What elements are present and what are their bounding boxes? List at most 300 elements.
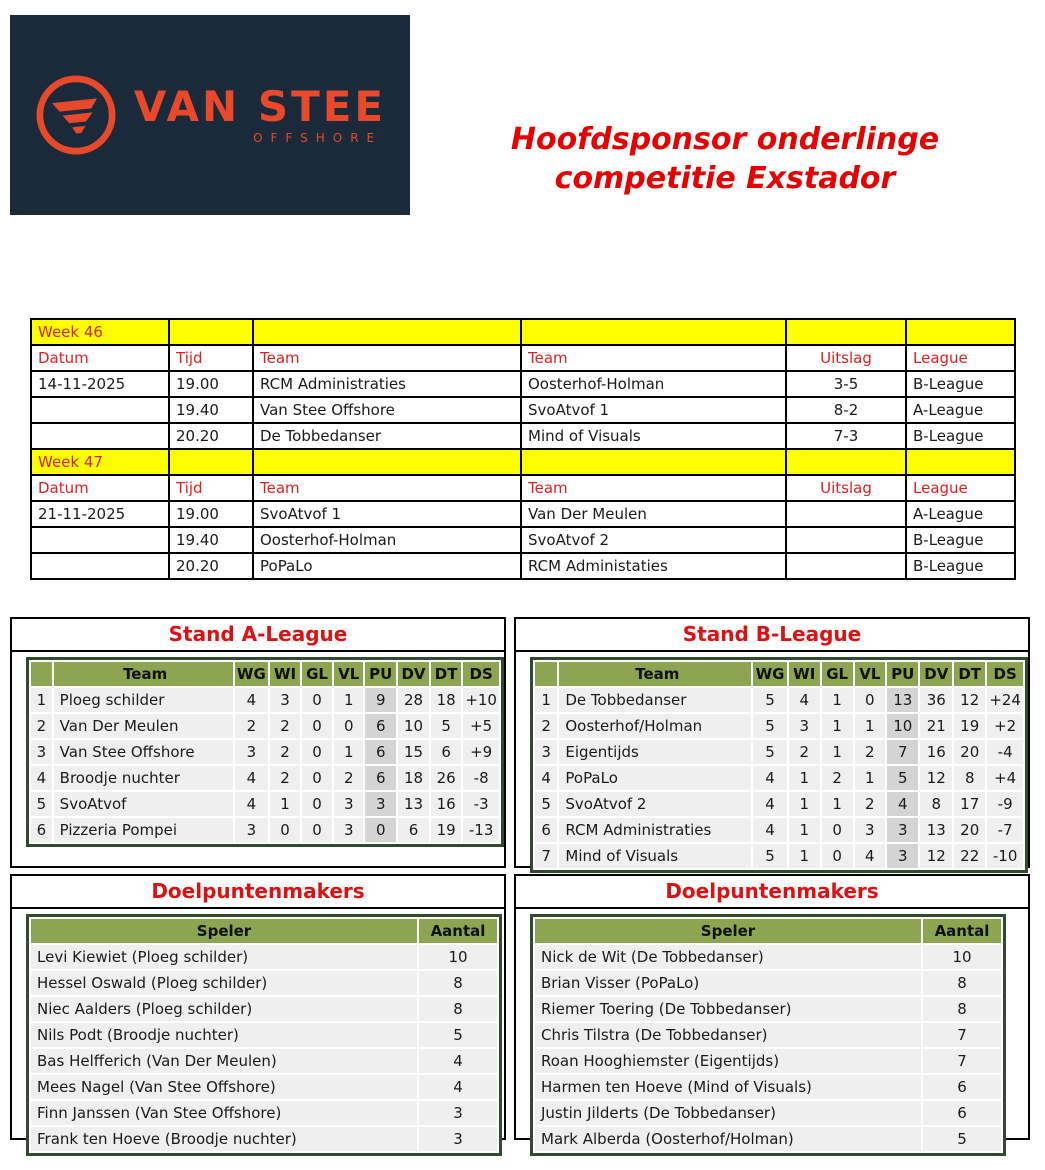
wi-cell: 0 bbox=[270, 818, 300, 842]
goal-count-cell: 8 bbox=[419, 997, 497, 1021]
standings-col-header: Team bbox=[559, 662, 751, 686]
match-date-cell bbox=[31, 423, 169, 449]
wg-cell: 4 bbox=[753, 766, 787, 790]
goal-count-cell: 8 bbox=[419, 971, 497, 995]
rank-cell: 4 bbox=[31, 766, 52, 790]
player-name-cell: Nils Podt (Broodje nuchter) bbox=[31, 1023, 417, 1047]
pu-cell: 4 bbox=[887, 792, 918, 816]
player-name-cell: Riemer Toering (De Tobbedanser) bbox=[535, 997, 921, 1021]
team-name-cell: RCM Administraties bbox=[559, 818, 751, 842]
week-empty-cell bbox=[253, 449, 521, 475]
standings-col-header: VL bbox=[334, 662, 364, 686]
team-name-cell: Eigentijds bbox=[559, 740, 751, 764]
player-name-cell: Finn Janssen (Van Stee Offshore) bbox=[31, 1101, 417, 1125]
dv-cell: 28 bbox=[398, 688, 429, 712]
standings-header-row bbox=[535, 662, 1023, 686]
sponsor-logo-banner bbox=[10, 15, 410, 215]
rank-cell: 1 bbox=[31, 688, 52, 712]
match-time-cell: 20.20 bbox=[169, 423, 253, 449]
van-stee-logo-icon bbox=[34, 73, 118, 157]
scorers-col-header: Speler bbox=[31, 919, 417, 943]
scorer-row bbox=[535, 1023, 1001, 1047]
scorer-row bbox=[535, 1075, 1001, 1099]
player-name-cell: Frank ten Hoeve (Broodje nuchter) bbox=[31, 1127, 417, 1151]
week-empty-cell bbox=[786, 449, 906, 475]
match-time-cell: 19.40 bbox=[169, 397, 253, 423]
standings-b-section bbox=[514, 617, 1030, 868]
sponsor-heading-line1: Hoofdsponsor onderlinge bbox=[510, 122, 940, 157]
player-name-cell: Nick de Wit (De Tobbedanser) bbox=[535, 945, 921, 969]
vl-cell: 0 bbox=[334, 714, 364, 738]
dv-cell: 36 bbox=[920, 688, 952, 712]
dv-cell: 6 bbox=[398, 818, 429, 842]
league-cell: A-League bbox=[906, 501, 1015, 527]
goal-count-cell: 4 bbox=[419, 1075, 497, 1099]
league-cell: B-League bbox=[906, 371, 1015, 397]
schedule-col-header: Uitslag bbox=[786, 475, 906, 501]
player-name-cell: Brian Visser (PoPaLo) bbox=[535, 971, 921, 995]
wg-cell: 2 bbox=[235, 714, 268, 738]
team-name-cell: Mind of Visuals bbox=[559, 844, 751, 868]
rank-cell: 5 bbox=[31, 792, 52, 816]
scorers-col-header: Speler bbox=[535, 919, 921, 943]
week-header-row bbox=[31, 449, 1015, 475]
match-row bbox=[31, 423, 1015, 449]
dt-cell: 8 bbox=[954, 766, 985, 790]
scorer-row bbox=[31, 1127, 497, 1151]
result-cell bbox=[786, 527, 906, 553]
standings-col-header: WG bbox=[235, 662, 268, 686]
pu-cell: 0 bbox=[365, 818, 396, 842]
standings-col-header: Team bbox=[54, 662, 233, 686]
home-team-cell: Van Stee Offshore bbox=[253, 397, 521, 423]
result-cell: 7-3 bbox=[786, 423, 906, 449]
match-date-cell: 21-11-2025 bbox=[31, 501, 169, 527]
gl-cell: 0 bbox=[302, 818, 332, 842]
gl-cell: 1 bbox=[822, 688, 853, 712]
team-name-cell: De Tobbedanser bbox=[559, 688, 751, 712]
standings-a-table bbox=[26, 657, 504, 847]
vl-cell: 1 bbox=[855, 714, 886, 738]
standings-a-section bbox=[10, 617, 506, 868]
rank-cell: 3 bbox=[535, 740, 557, 764]
rank-cell: 5 bbox=[535, 792, 557, 816]
schedule-column-header-row bbox=[31, 475, 1015, 501]
schedule-column-header-row bbox=[31, 345, 1015, 371]
schedule-col-header: Uitslag bbox=[786, 345, 906, 371]
standings-col-header bbox=[535, 662, 557, 686]
pu-cell: 6 bbox=[365, 740, 396, 764]
scorer-row bbox=[535, 1127, 1001, 1151]
week-label-cell: Week 47 bbox=[31, 449, 169, 475]
logo-subtitle: OFFSHORE bbox=[253, 131, 383, 145]
goal-count-cell: 8 bbox=[923, 997, 1001, 1021]
dt-cell: 19 bbox=[431, 818, 461, 842]
tables-grid bbox=[10, 617, 1036, 1148]
player-name-cell: Mark Alberda (Oosterhof/Holman) bbox=[535, 1127, 921, 1151]
result-cell bbox=[786, 501, 906, 527]
logo-brand-name: VAN STEE bbox=[133, 82, 387, 131]
pu-cell: 6 bbox=[365, 766, 396, 790]
scorer-row bbox=[31, 1101, 497, 1125]
wg-cell: 5 bbox=[753, 714, 787, 738]
goal-count-cell: 8 bbox=[923, 971, 1001, 995]
schedule-col-header: Team bbox=[253, 345, 521, 371]
wi-cell: 2 bbox=[270, 766, 300, 790]
match-date-cell bbox=[31, 553, 169, 579]
match-time-cell: 20.20 bbox=[169, 553, 253, 579]
wg-cell: 4 bbox=[235, 766, 268, 790]
scorer-row bbox=[535, 1101, 1001, 1125]
standings-col-header: VL bbox=[855, 662, 886, 686]
scorer-row bbox=[535, 1049, 1001, 1073]
goal-count-cell: 3 bbox=[419, 1101, 497, 1125]
goal-count-cell: 7 bbox=[923, 1023, 1001, 1047]
gl-cell: 0 bbox=[302, 792, 332, 816]
vl-cell: 1 bbox=[334, 740, 364, 764]
match-row bbox=[31, 501, 1015, 527]
standings-row bbox=[31, 792, 499, 816]
match-date-cell: 14-11-2025 bbox=[31, 371, 169, 397]
ds-cell: +4 bbox=[987, 766, 1023, 790]
pu-cell: 3 bbox=[887, 844, 918, 868]
match-row bbox=[31, 371, 1015, 397]
player-name-cell: Levi Kiewiet (Ploeg schilder) bbox=[31, 945, 417, 969]
scorer-row bbox=[31, 971, 497, 995]
scorers-header-row bbox=[535, 919, 1001, 943]
scorer-row bbox=[535, 945, 1001, 969]
dt-cell: 26 bbox=[431, 766, 461, 790]
standings-header-row bbox=[31, 662, 499, 686]
schedule-table-body bbox=[31, 319, 1015, 579]
goal-count-cell: 5 bbox=[419, 1023, 497, 1047]
scorer-row bbox=[535, 971, 1001, 995]
vl-cell: 3 bbox=[334, 792, 364, 816]
match-time-cell: 19.00 bbox=[169, 371, 253, 397]
dv-cell: 21 bbox=[920, 714, 952, 738]
schedule-col-header: Tijd bbox=[169, 475, 253, 501]
schedule-col-header: Tijd bbox=[169, 345, 253, 371]
schedule-col-header: League bbox=[906, 345, 1015, 371]
wi-cell: 3 bbox=[789, 714, 820, 738]
wi-cell: 4 bbox=[789, 688, 820, 712]
week-header-row bbox=[31, 319, 1015, 345]
standings-b-title: Stand B-League bbox=[516, 619, 1028, 652]
player-name-cell: Harmen ten Hoeve (Mind of Visuals) bbox=[535, 1075, 921, 1099]
scorers-b-table bbox=[530, 914, 1006, 1156]
standings-row bbox=[535, 818, 1023, 842]
league-cell: B-League bbox=[906, 423, 1015, 449]
rank-cell: 3 bbox=[31, 740, 52, 764]
team-name-cell: Broodje nuchter bbox=[54, 766, 233, 790]
league-cell: B-League bbox=[906, 553, 1015, 579]
week-empty-cell bbox=[906, 449, 1015, 475]
pu-cell: 9 bbox=[365, 688, 396, 712]
standings-row bbox=[535, 766, 1023, 790]
dv-cell: 13 bbox=[398, 792, 429, 816]
standings-col-header: WI bbox=[789, 662, 820, 686]
ds-cell: +10 bbox=[463, 688, 499, 712]
standings-row bbox=[31, 688, 499, 712]
away-team-cell: Oosterhof-Holman bbox=[521, 371, 786, 397]
home-team-cell: SvoAtvof 1 bbox=[253, 501, 521, 527]
standings-col-header: DS bbox=[463, 662, 499, 686]
wi-cell: 2 bbox=[270, 714, 300, 738]
goal-count-cell: 5 bbox=[923, 1127, 1001, 1151]
standings-row bbox=[535, 740, 1023, 764]
dt-cell: 20 bbox=[954, 818, 985, 842]
pu-cell: 3 bbox=[365, 792, 396, 816]
vl-cell: 3 bbox=[334, 818, 364, 842]
match-date-cell bbox=[31, 527, 169, 553]
dt-cell: 18 bbox=[431, 688, 461, 712]
ds-cell: -13 bbox=[463, 818, 499, 842]
dt-cell: 6 bbox=[431, 740, 461, 764]
wg-cell: 3 bbox=[235, 740, 268, 764]
scorer-row bbox=[31, 945, 497, 969]
gl-cell: 1 bbox=[822, 740, 853, 764]
wg-cell: 5 bbox=[753, 740, 787, 764]
home-team-cell: De Tobbedanser bbox=[253, 423, 521, 449]
rank-cell: 7 bbox=[535, 844, 557, 868]
standings-col-header: DV bbox=[920, 662, 952, 686]
ds-cell: +24 bbox=[987, 688, 1023, 712]
gl-cell: 0 bbox=[302, 740, 332, 764]
gl-cell: 0 bbox=[302, 766, 332, 790]
scorers-col-header: Aantal bbox=[923, 919, 1001, 943]
pu-cell: 5 bbox=[887, 766, 918, 790]
standings-col-header: DV bbox=[398, 662, 429, 686]
scorers-b-section bbox=[514, 874, 1030, 1148]
standings-row bbox=[31, 766, 499, 790]
dv-cell: 15 bbox=[398, 740, 429, 764]
goal-count-cell: 6 bbox=[923, 1075, 1001, 1099]
rank-cell: 4 bbox=[535, 766, 557, 790]
team-name-cell: PoPaLo bbox=[559, 766, 751, 790]
team-name-cell: SvoAtvof 2 bbox=[559, 792, 751, 816]
vl-cell: 2 bbox=[855, 792, 886, 816]
gl-cell: 1 bbox=[822, 714, 853, 738]
wi-cell: 2 bbox=[270, 740, 300, 764]
standings-row bbox=[535, 844, 1023, 868]
player-name-cell: Roan Hooghiemster (Eigentijds) bbox=[535, 1049, 921, 1073]
team-name-cell: Van Der Meulen bbox=[54, 714, 233, 738]
vl-cell: 4 bbox=[855, 844, 886, 868]
sponsor-heading-line2: competitie Exstador bbox=[554, 161, 896, 196]
ds-cell: -7 bbox=[987, 818, 1023, 842]
week-empty-cell bbox=[906, 319, 1015, 345]
league-cell: A-League bbox=[906, 397, 1015, 423]
standings-col-header: GL bbox=[822, 662, 853, 686]
player-name-cell: Hessel Oswald (Ploeg schilder) bbox=[31, 971, 417, 995]
wi-cell: 1 bbox=[789, 792, 820, 816]
dv-cell: 13 bbox=[920, 818, 952, 842]
dv-cell: 18 bbox=[398, 766, 429, 790]
result-cell: 8-2 bbox=[786, 397, 906, 423]
rank-cell: 1 bbox=[535, 688, 557, 712]
wi-cell: 1 bbox=[789, 766, 820, 790]
goal-count-cell: 10 bbox=[419, 945, 497, 969]
home-team-cell: Oosterhof-Holman bbox=[253, 527, 521, 553]
ds-cell: -8 bbox=[463, 766, 499, 790]
dt-cell: 17 bbox=[954, 792, 985, 816]
wi-cell: 3 bbox=[270, 688, 300, 712]
wg-cell: 5 bbox=[753, 844, 787, 868]
ds-cell: -3 bbox=[463, 792, 499, 816]
vl-cell: 2 bbox=[855, 740, 886, 764]
away-team-cell: SvoAtvof 1 bbox=[521, 397, 786, 423]
ds-cell: +5 bbox=[463, 714, 499, 738]
match-time-cell: 19.40 bbox=[169, 527, 253, 553]
match-row bbox=[31, 397, 1015, 423]
ds-cell: -9 bbox=[987, 792, 1023, 816]
wg-cell: 5 bbox=[753, 688, 787, 712]
standings-col-header: DS bbox=[987, 662, 1023, 686]
wg-cell: 4 bbox=[235, 792, 268, 816]
wg-cell: 4 bbox=[753, 818, 787, 842]
team-name-cell: SvoAtvof bbox=[54, 792, 233, 816]
dv-cell: 12 bbox=[920, 766, 952, 790]
schedule-col-header: Datum bbox=[31, 345, 169, 371]
standings-col-header: GL bbox=[302, 662, 332, 686]
team-name-cell: Pizzeria Pompei bbox=[54, 818, 233, 842]
scorers-a-title: Doelpuntenmakers bbox=[12, 876, 504, 909]
home-team-cell: RCM Administraties bbox=[253, 371, 521, 397]
week-empty-cell bbox=[786, 319, 906, 345]
home-team-cell: PoPaLo bbox=[253, 553, 521, 579]
pu-cell: 13 bbox=[887, 688, 918, 712]
dv-cell: 12 bbox=[920, 844, 952, 868]
pu-cell: 10 bbox=[887, 714, 918, 738]
scorer-row bbox=[31, 1075, 497, 1099]
goal-count-cell: 4 bbox=[419, 1049, 497, 1073]
schedule-col-header: Team bbox=[253, 475, 521, 501]
standings-col-header: PU bbox=[887, 662, 918, 686]
standings-b-table bbox=[530, 657, 1028, 873]
ds-cell: -10 bbox=[987, 844, 1023, 868]
week-empty-cell bbox=[169, 319, 253, 345]
match-row bbox=[31, 553, 1015, 579]
vl-cell: 2 bbox=[334, 766, 364, 790]
scorer-row bbox=[535, 997, 1001, 1021]
standings-col-header: WI bbox=[270, 662, 300, 686]
pu-cell: 3 bbox=[887, 818, 918, 842]
wi-cell: 1 bbox=[270, 792, 300, 816]
week-empty-cell bbox=[169, 449, 253, 475]
standings-row bbox=[31, 714, 499, 738]
match-time-cell: 19.00 bbox=[169, 501, 253, 527]
gl-cell: 2 bbox=[822, 766, 853, 790]
sponsor-heading bbox=[495, 120, 955, 198]
rank-cell: 2 bbox=[31, 714, 52, 738]
scorers-a-table bbox=[26, 914, 502, 1156]
wi-cell: 1 bbox=[789, 844, 820, 868]
match-row bbox=[31, 527, 1015, 553]
result-cell bbox=[786, 553, 906, 579]
gl-cell: 1 bbox=[822, 792, 853, 816]
scorers-col-header: Aantal bbox=[419, 919, 497, 943]
pu-cell: 6 bbox=[365, 714, 396, 738]
team-name-cell: Oosterhof/Holman bbox=[559, 714, 751, 738]
goal-count-cell: 6 bbox=[923, 1101, 1001, 1125]
standings-row bbox=[535, 688, 1023, 712]
scorers-b-title: Doelpuntenmakers bbox=[516, 876, 1028, 909]
wi-cell: 1 bbox=[789, 818, 820, 842]
standings-row bbox=[535, 792, 1023, 816]
goal-count-cell: 10 bbox=[923, 945, 1001, 969]
scorer-row bbox=[31, 1023, 497, 1047]
wi-cell: 2 bbox=[789, 740, 820, 764]
dt-cell: 16 bbox=[431, 792, 461, 816]
scorers-header-row bbox=[31, 919, 497, 943]
schedule-table bbox=[30, 318, 1016, 580]
gl-cell: 0 bbox=[302, 688, 332, 712]
away-team-cell: Mind of Visuals bbox=[521, 423, 786, 449]
wg-cell: 4 bbox=[235, 688, 268, 712]
player-name-cell: Mees Nagel (Van Stee Offshore) bbox=[31, 1075, 417, 1099]
league-cell: B-League bbox=[906, 527, 1015, 553]
vl-cell: 1 bbox=[334, 688, 364, 712]
rank-cell: 6 bbox=[535, 818, 557, 842]
player-name-cell: Justin Jilderts (De Tobbedanser) bbox=[535, 1101, 921, 1125]
match-date-cell bbox=[31, 397, 169, 423]
away-team-cell: Van Der Meulen bbox=[521, 501, 786, 527]
week-empty-cell bbox=[253, 319, 521, 345]
result-cell: 3-5 bbox=[786, 371, 906, 397]
player-name-cell: Chris Tilstra (De Tobbedanser) bbox=[535, 1023, 921, 1047]
goal-count-cell: 7 bbox=[923, 1049, 1001, 1073]
player-name-cell: Bas Helfferich (Van Der Meulen) bbox=[31, 1049, 417, 1073]
standings-row bbox=[31, 740, 499, 764]
scorer-row bbox=[31, 1049, 497, 1073]
vl-cell: 3 bbox=[855, 818, 886, 842]
week-label-cell: Week 46 bbox=[31, 319, 169, 345]
team-name-cell: Van Stee Offshore bbox=[54, 740, 233, 764]
dv-cell: 10 bbox=[398, 714, 429, 738]
schedule-col-header: Datum bbox=[31, 475, 169, 501]
goal-count-cell: 3 bbox=[419, 1127, 497, 1151]
gl-cell: 0 bbox=[302, 714, 332, 738]
dv-cell: 8 bbox=[920, 792, 952, 816]
wg-cell: 4 bbox=[753, 792, 787, 816]
dt-cell: 5 bbox=[431, 714, 461, 738]
dt-cell: 12 bbox=[954, 688, 985, 712]
schedule-col-header: League bbox=[906, 475, 1015, 501]
dt-cell: 19 bbox=[954, 714, 985, 738]
dv-cell: 16 bbox=[920, 740, 952, 764]
standings-row bbox=[535, 714, 1023, 738]
dt-cell: 22 bbox=[954, 844, 985, 868]
gl-cell: 0 bbox=[822, 818, 853, 842]
pu-cell: 7 bbox=[887, 740, 918, 764]
schedule-col-header: Team bbox=[521, 345, 786, 371]
standings-col-header: DT bbox=[431, 662, 461, 686]
standings-col-header: DT bbox=[954, 662, 985, 686]
standings-col-header: WG bbox=[753, 662, 787, 686]
week-empty-cell bbox=[521, 319, 786, 345]
scorers-a-section bbox=[10, 874, 506, 1148]
player-name-cell: Niec Aalders (Ploeg schilder) bbox=[31, 997, 417, 1021]
standings-row bbox=[31, 818, 499, 842]
team-name-cell: Ploeg schilder bbox=[54, 688, 233, 712]
standings-col-header: PU bbox=[365, 662, 396, 686]
wg-cell: 3 bbox=[235, 818, 268, 842]
ds-cell: -4 bbox=[987, 740, 1023, 764]
vl-cell: 0 bbox=[855, 688, 886, 712]
away-team-cell: SvoAtvof 2 bbox=[521, 527, 786, 553]
schedule-col-header: Team bbox=[521, 475, 786, 501]
gl-cell: 0 bbox=[822, 844, 853, 868]
